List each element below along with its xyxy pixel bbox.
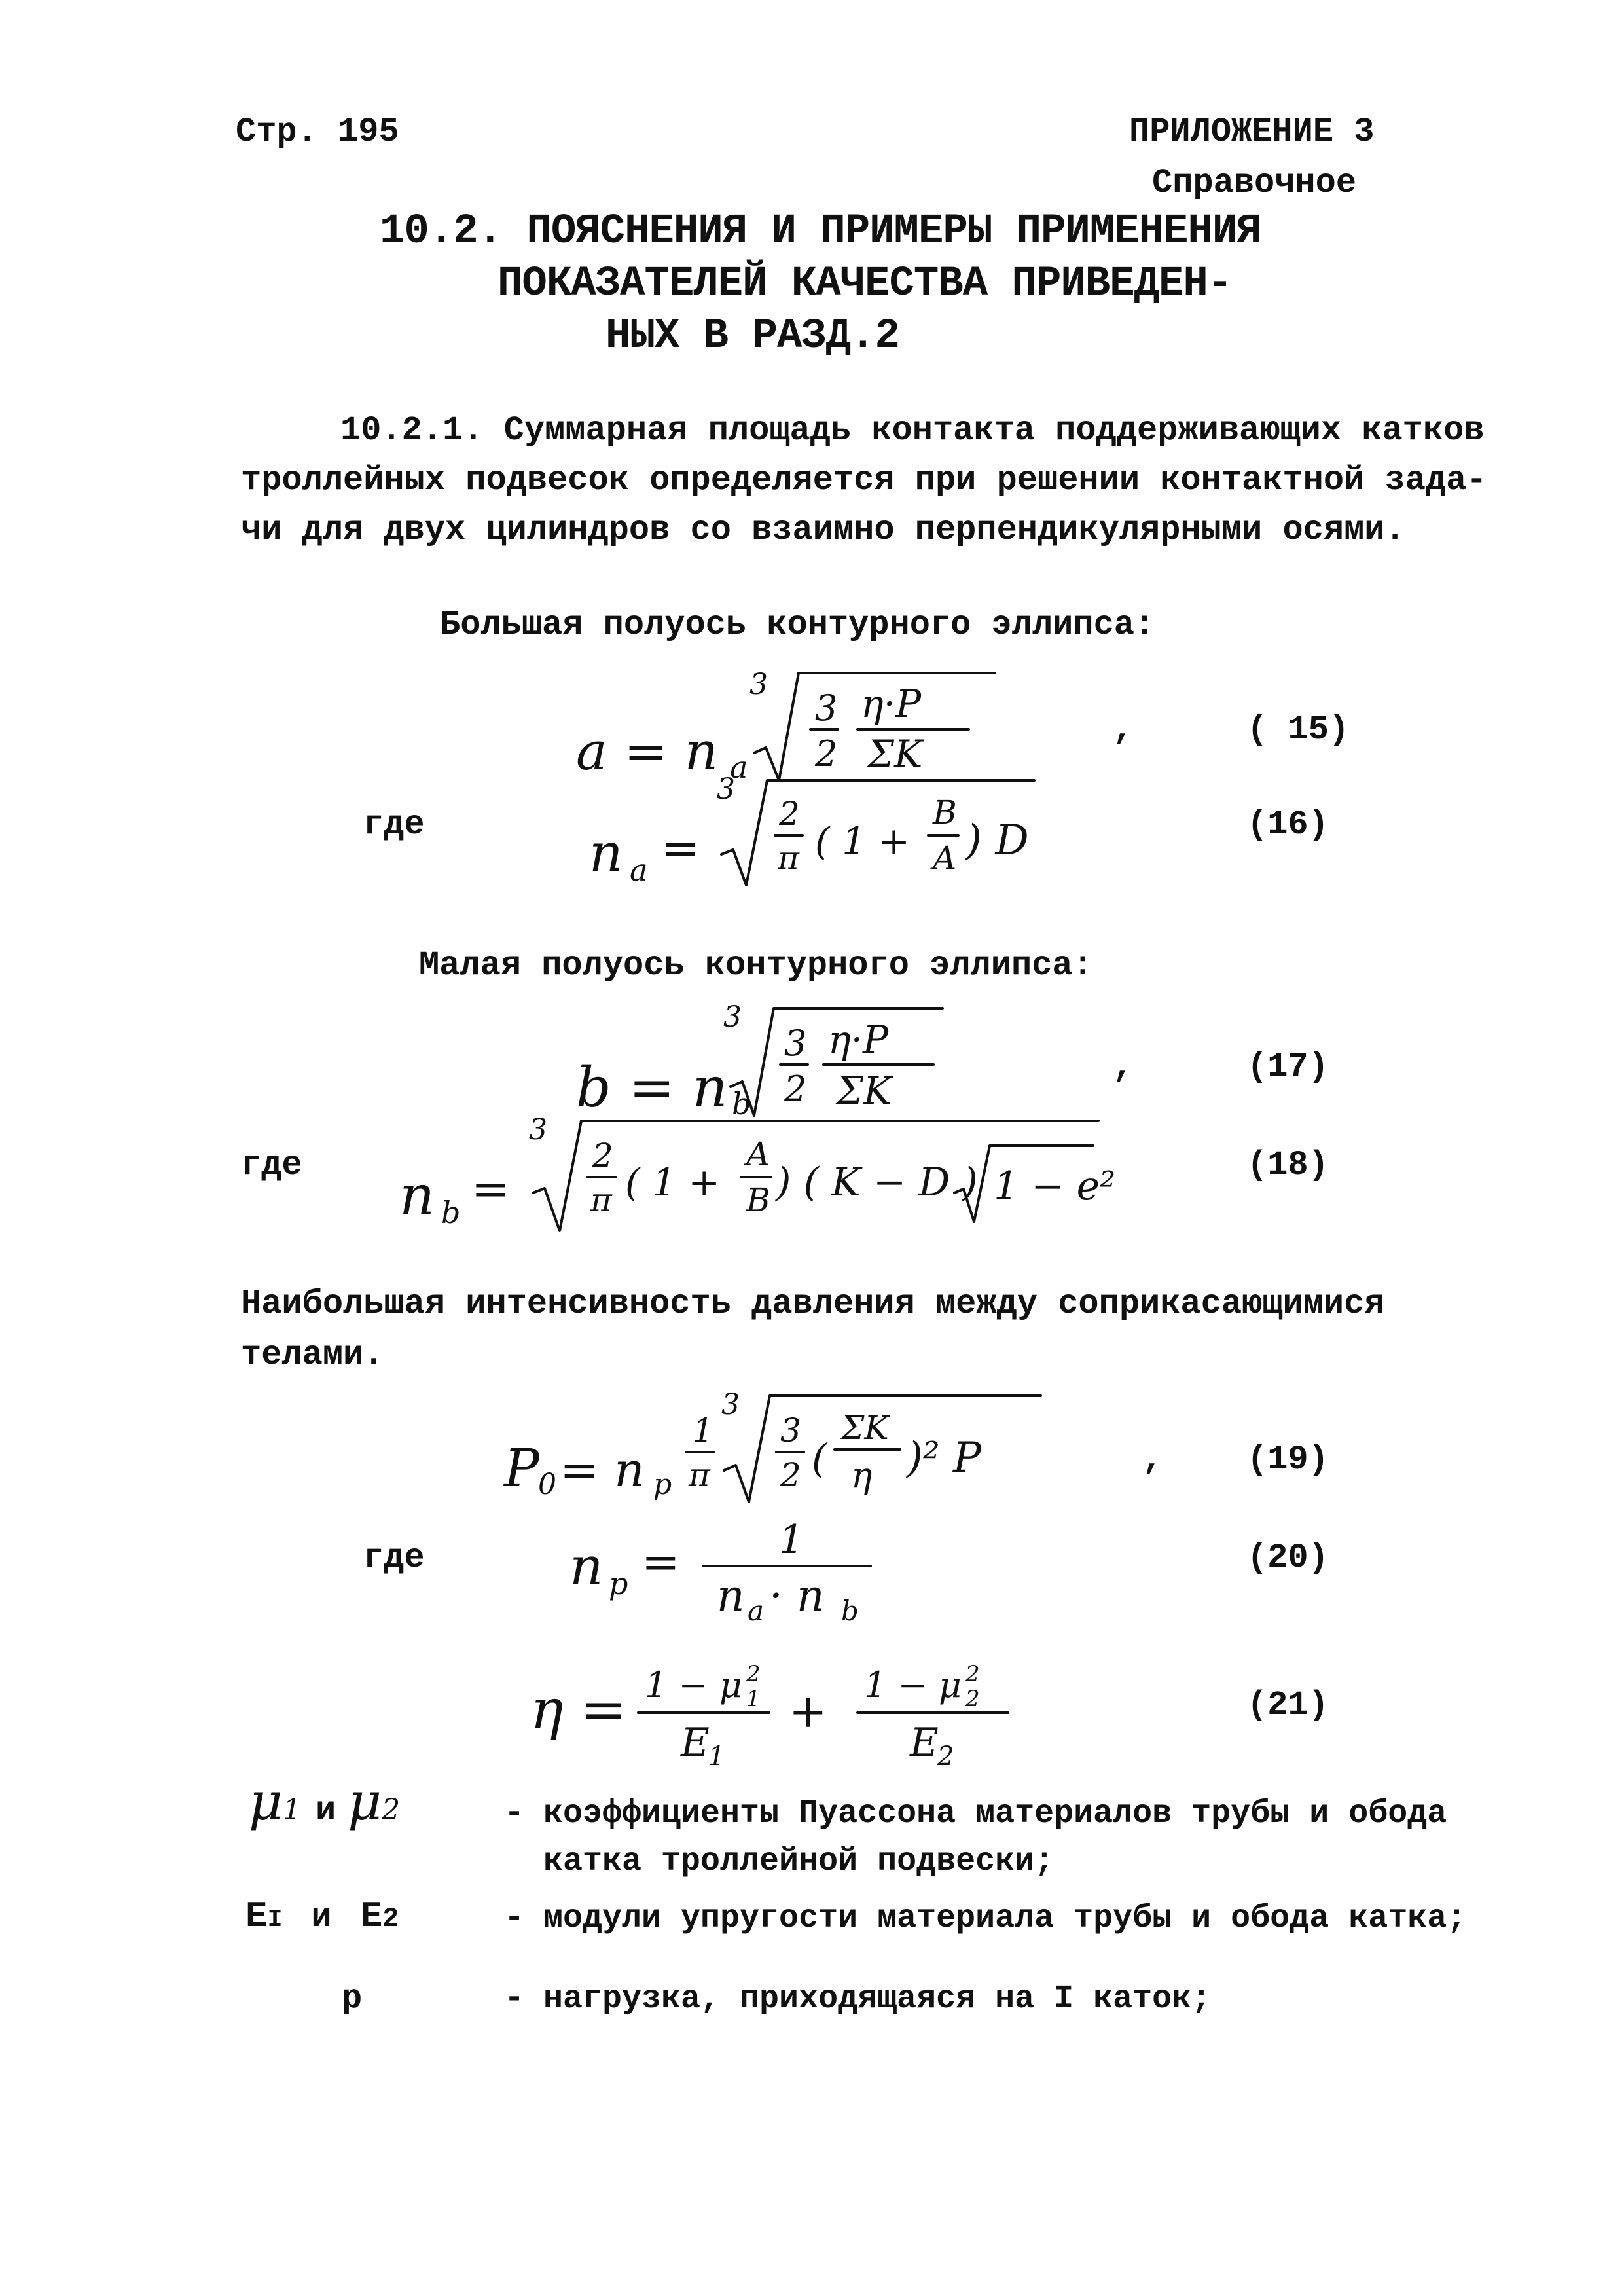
formula-16-root-index: 3	[717, 773, 735, 806]
formula-16-tail: ) D	[965, 816, 1029, 865]
definition-p-dash: -	[504, 1979, 525, 2018]
formula-17-frac-num: η·P	[828, 1017, 889, 1062]
formula-15-root-index: 3	[749, 668, 768, 701]
formula-17-coef-num: 3	[784, 1023, 807, 1064]
formula-16-frac-den: A	[933, 839, 957, 877]
formula-21-num-2-sup: 2	[965, 1661, 980, 1687]
formula-21-plus: +	[789, 1685, 827, 1738]
section-title-line-2: ПОКАЗАТЕЛЕЙ КАЧЕСТВА ПРИВЕДЕН-	[497, 261, 1233, 308]
formula-20-eq: =	[641, 1535, 680, 1589]
formula-15-coef-den: 2	[815, 733, 838, 774]
formula-21-lhs: η =	[530, 1677, 627, 1741]
equation-number-17: (17)	[1247, 1048, 1329, 1086]
formula-21	[524, 1650, 1034, 1772]
formula-16-eq: =	[661, 822, 700, 875]
equation-number-18: (18)	[1247, 1146, 1329, 1184]
formula-16-lhs-sub: a	[630, 852, 648, 888]
formula-19-one-den: π	[689, 1456, 710, 1494]
formula-17-root-index: 3	[723, 1000, 742, 1034]
where-label-16: где	[363, 805, 425, 844]
formula-21-num-1-sup: 2	[746, 1661, 761, 1687]
formula-17-lhs-sub: b	[732, 1086, 751, 1121]
pressure-text-line-1: Наибольшая интенсивность давления между соприкасающимися	[241, 1285, 1385, 1323]
definition-e-joiner: и	[311, 1898, 332, 1937]
formula-19-frac-num: ΣK	[841, 1409, 889, 1447]
formula-19-eq: = n	[560, 1442, 645, 1497]
definition-mu-1: μ	[249, 1771, 283, 1832]
where-label-20: где	[363, 1539, 425, 1577]
paragraph-line-3: чи для двух цилиндров со взаимно перпендикулярными осями.	[241, 511, 1405, 549]
page-number: Стр. 195	[236, 113, 399, 151]
formula-15-coef-num: 3	[815, 687, 838, 729]
equation-number-15: ( 15)	[1247, 710, 1350, 749]
formula-17-coef-den: 2	[784, 1068, 807, 1110]
formula-21-num-1-sub: 1	[746, 1686, 761, 1712]
formula-19	[497, 1381, 1074, 1506]
formula-21-den-1-sub: 1	[708, 1741, 725, 1772]
formula-21-den-2-sub: 2	[937, 1741, 954, 1772]
equation-number-20: (20)	[1247, 1539, 1329, 1577]
formula-18-paren-open: ( 1 +	[625, 1160, 720, 1205]
section-title-line-1: 10.2. ПОЯСНЕНИЯ И ПРИМЕРЫ ПРИМЕНЕНИЯ	[380, 208, 1261, 255]
formula-18-lhs-sub: b	[441, 1195, 461, 1230]
minor-axis-label: Малая полуось контурного эллипса:	[419, 946, 1093, 985]
pressure-text-line-2: телами.	[241, 1336, 384, 1374]
formula-19-lhs-sub: 0	[538, 1468, 556, 1501]
appendix-type: Справочное	[1152, 164, 1357, 202]
formula-20-den-sub-1: a	[748, 1595, 765, 1627]
formula-15-lhs: a = n	[576, 721, 719, 782]
section-title-line-3: НЫХ В РАЗД.2	[605, 313, 899, 360]
formula-18-frac-num: A	[746, 1135, 770, 1173]
formula-15-frac-num: η·P	[861, 682, 922, 726]
formula-15-frac-den: ΣK	[867, 732, 923, 776]
formula-18-lhs: n	[399, 1163, 435, 1228]
formula-16-paren-open: ( 1 +	[815, 819, 910, 864]
where-label-18: где	[241, 1146, 302, 1184]
formula-18-inner-root: 1 − e²	[994, 1163, 1116, 1209]
definition-e-symbols	[245, 1895, 399, 1937]
formula-18-root-index: 3	[529, 1113, 547, 1146]
definition-e-dash: -	[504, 1899, 525, 1937]
formula-17-frac-den: ΣK	[837, 1068, 892, 1113]
definition-mu-symbols	[249, 1771, 400, 1832]
paragraph-line-1: 10.2.1. Суммарная площадь контакта поддерживающих катков	[340, 411, 1485, 450]
formula-18-eq: =	[471, 1162, 510, 1216]
formula-18-frac-den: B	[746, 1181, 770, 1219]
formula-20-num: 1	[779, 1517, 804, 1563]
formula-19-one-num: 1	[693, 1412, 713, 1449]
formula-16-coef-num: 2	[779, 795, 800, 833]
definition-e-text-line-1: модули упругости материала трубы и обода катка;	[543, 1900, 1467, 1937]
formula-16-frac-num: B	[933, 793, 957, 831]
formula-17-comma: ,	[1113, 1048, 1134, 1086]
definition-mu-joiner: и	[316, 1791, 336, 1830]
definition-e-1: E	[245, 1895, 268, 1937]
formula-20-den: n	[717, 1571, 745, 1621]
formula-21-num-2-sub: 2	[965, 1686, 980, 1712]
definition-p-symbol: p	[342, 1979, 363, 2018]
definition-p-text-line-1: нагрузка, приходящаяся на I каток;	[543, 1980, 1212, 2018]
equation-number-16: (16)	[1247, 805, 1329, 844]
definition-mu-text-line-1: коэффициенты Пуассона материалов трубы и обода	[543, 1795, 1447, 1832]
formula-18-coef-num: 2	[592, 1137, 613, 1175]
formula-19-lhs: P	[504, 1438, 539, 1499]
formula-20-lhs-sub: p	[609, 1566, 628, 1601]
equation-number-21: (21)	[1247, 1686, 1329, 1724]
formula-15-lhs-sub: a	[730, 750, 748, 785]
formula-21-den-2: E	[910, 1720, 939, 1766]
formula-21-num-2: 1 − μ	[864, 1664, 962, 1705]
paragraph-line-2: троллейных подвесок определяется при решении контактной зада-	[241, 461, 1487, 500]
formula-17	[563, 995, 1008, 1120]
formula-19-root-index: 3	[721, 1388, 740, 1421]
formula-21-den-1: E	[681, 1720, 710, 1766]
definition-mu-2-sub: 2	[382, 1793, 401, 1827]
major-axis-label: Большая полуось контурного эллипса:	[440, 606, 1155, 644]
formula-17-lhs: b = n	[576, 1055, 728, 1120]
formula-20-den-mid: · n	[769, 1571, 825, 1621]
definition-mu-dash: -	[504, 1794, 525, 1832]
appendix-label: ПРИЛОЖЕНИЕ 3	[1129, 113, 1375, 151]
formula-18-coef-den: π	[590, 1181, 612, 1219]
definition-mu-text-line-2: катка троллейной подвески;	[543, 1843, 1055, 1880]
definition-e-1-sub: I	[267, 1906, 283, 1934]
equation-number-19: (19)	[1247, 1440, 1329, 1479]
formula-18-mid: ) ( K − D )	[776, 1159, 978, 1205]
definition-e-2: E	[360, 1895, 383, 1937]
formula-19-coef-den: 2	[780, 1456, 801, 1494]
formula-19-n-sub: p	[653, 1468, 672, 1501]
formula-21-num-1: 1 − μ	[645, 1664, 743, 1705]
formula-19-frac-den: η	[851, 1455, 873, 1496]
formula-19-paren-open: (	[812, 1436, 827, 1482]
definition-mu-1-sub: 1	[283, 1793, 301, 1827]
formula-15-comma: ,	[1113, 710, 1134, 749]
definition-e-2-sub: 2	[382, 1903, 399, 1935]
formula-20	[563, 1512, 903, 1630]
formula-16-lhs: n	[589, 822, 623, 883]
formula-20-den-sub-2: b	[841, 1595, 859, 1627]
formula-15	[563, 661, 1008, 786]
formula-16-coef-den: π	[778, 839, 799, 877]
formula-19-comma: ,	[1142, 1440, 1163, 1479]
definition-mu-2: μ	[348, 1771, 382, 1832]
formula-19-coef-num: 3	[780, 1412, 801, 1449]
formula-20-lhs: n	[569, 1536, 604, 1597]
formula-18	[393, 1106, 1116, 1237]
formula-19-tail: )² P	[907, 1434, 982, 1482]
formula-16	[583, 773, 1054, 890]
